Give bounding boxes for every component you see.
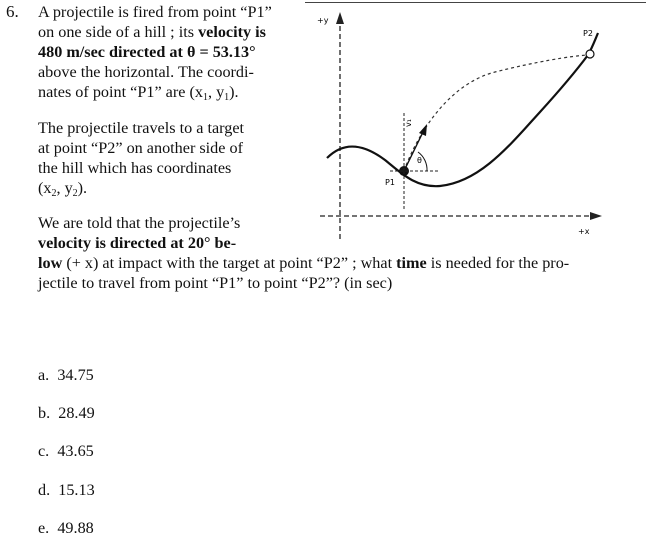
answer-choice-e[interactable] xyxy=(38,519,94,538)
question-line xyxy=(38,82,288,108)
p2-point xyxy=(586,50,594,58)
question-line xyxy=(38,178,288,204)
question-line: at point “P2” on another side of xyxy=(38,139,243,157)
velocity-arrow-icon xyxy=(419,124,427,136)
text: ). xyxy=(229,83,239,101)
text: (x xyxy=(38,179,52,197)
choice-value: 15.13 xyxy=(58,481,95,499)
p2-label: P2 xyxy=(583,29,593,38)
answer-choice-a[interactable] xyxy=(38,366,94,385)
choice-letter: d. xyxy=(38,481,51,499)
answer-choice-c[interactable] xyxy=(38,442,94,461)
text: , y xyxy=(56,179,73,197)
bold-text: velocity is xyxy=(198,23,266,41)
projectile-figure xyxy=(305,0,646,250)
bold-text: 480 m/sec directed at θ = 53.13° xyxy=(38,43,256,61)
question-line xyxy=(38,42,288,62)
text: on one side of a hill ; its xyxy=(38,23,199,41)
text: above the horizontal. The coordi- xyxy=(38,63,254,81)
velocity-label: v₁ xyxy=(404,119,413,127)
theta-label: θ xyxy=(417,156,422,165)
bold-text: low xyxy=(38,254,63,272)
text: A projectile is fired from point “P1” xyxy=(38,3,272,21)
choice-value: 49.88 xyxy=(57,519,94,537)
subscript: 1 xyxy=(224,92,230,103)
subscript: 2 xyxy=(72,188,78,199)
choice-letter: b. xyxy=(38,404,51,422)
choice-value: 28.49 xyxy=(58,404,95,422)
text: (+ x) at impact with the target at point “P2” ; what xyxy=(62,254,397,272)
text: nates of point “P1” are (x xyxy=(38,83,203,101)
question-line xyxy=(38,2,288,22)
text: ). xyxy=(77,179,88,197)
question-line xyxy=(38,253,628,273)
subscript: 2 xyxy=(51,188,57,199)
question-line: the hill which has coordinates xyxy=(38,159,232,177)
text: is needed for the pro- xyxy=(426,254,570,272)
trajectory-path xyxy=(404,55,588,171)
answer-choice-b[interactable] xyxy=(38,404,95,423)
bold-text: velocity is directed at 20° be- xyxy=(38,234,237,252)
question-line xyxy=(38,62,288,82)
question-line: The projectile travels to a target xyxy=(38,119,245,137)
question-line: We are told that the projectile’s xyxy=(38,214,241,232)
bold-text: time xyxy=(396,254,427,272)
x-axis-arrow-icon xyxy=(590,212,602,220)
question-line xyxy=(38,22,288,42)
question-line: jectile to travel from point “P1” to point “P2”? (in sec) xyxy=(38,274,393,292)
answer-choice-d[interactable] xyxy=(38,481,95,500)
subscript: 1 xyxy=(202,92,208,103)
p1-label: P1 xyxy=(385,178,395,187)
y-axis-arrow-icon xyxy=(336,12,344,24)
x-axis-label: +x xyxy=(578,227,590,236)
choice-value: 43.65 xyxy=(57,442,94,460)
choice-value: 34.75 xyxy=(57,366,94,384)
question-paragraph-1 xyxy=(38,2,288,108)
choice-letter: e. xyxy=(38,519,50,537)
y-axis-label: +y xyxy=(317,16,329,25)
choice-letter: c. xyxy=(38,442,50,460)
hill-curve xyxy=(327,33,598,186)
question-number: 6. xyxy=(6,2,19,21)
choice-letter: a. xyxy=(38,366,50,384)
question-paragraph-2 xyxy=(38,118,288,204)
text: , y xyxy=(207,83,225,101)
